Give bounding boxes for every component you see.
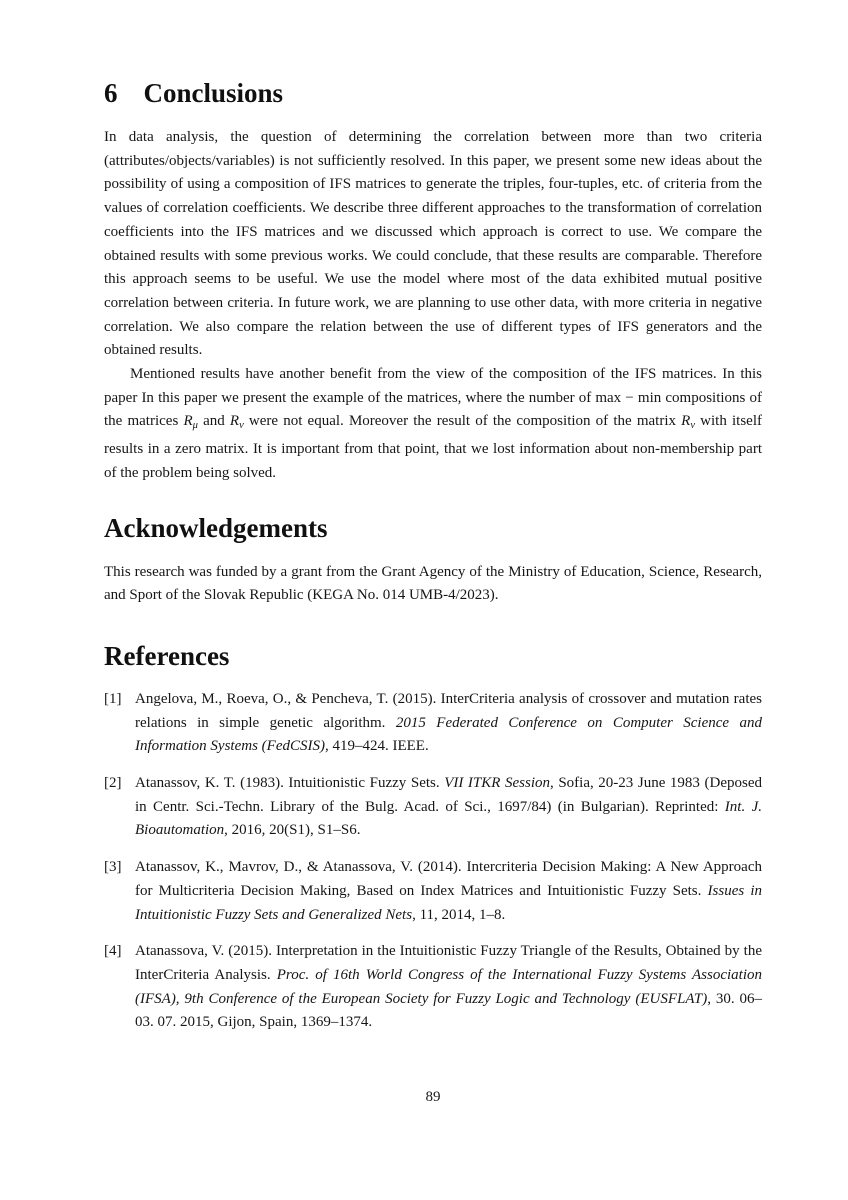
conclusions-paragraph-1: In data analysis, the question of determining the correlation between more than two criteria (attributes/objects/variables) is not sufficiently resolved. In this paper, we present some new ideas about the possibility of using a composition of IFS matrices to generate the triples, four-tuples, etc. of criteria from the values of correlation coefficients. We describe three different approaches to the transformation of correlation coefficients into the IFS matrices and we discussed which approach is correct to use. We compare the obtained results with some previous works. We could conclude, that these results are comparable. Therefore this approach seems to be useful. We use the model where most of the data exhibited mutual positive correlation between criteria. In future work, we are planning to use other data, with more criteria in negative correlation. We also compare the relation between the use of different types of IFS generators and the obtained results. — [104, 129, 762, 359]
text-segment: Int. J. Bioautomation — [135, 798, 762, 839]
text-segment: with itself results in a zero matrix. It is important from that point, that we lost information about non-membership part of the problem being solved. — [104, 413, 762, 481]
text-segment: , 11, 2014, 1–8. — [412, 906, 506, 923]
text-segment: Mentioned results have another benefit from the view of the composition of the IFS matrices. In this paper In this paper we present the example of the matrices, where the number of max − min compositions of the matrices — [104, 366, 762, 430]
reference-text-1 — [135, 688, 762, 759]
text-segment: Proc. of 16th World Congress of the International Fuzzy Systems Association (IFSA), 9th Conference of the European Society for Fuzzy Logic and Technology (EUSFLAT) — [135, 966, 762, 1007]
conclusions-section-number: 6 — [104, 78, 118, 108]
conclusions-heading — [104, 78, 762, 109]
reference-text-2 — [135, 772, 762, 843]
text-segment: R — [183, 413, 193, 430]
text-segment: 2015 Federated Conference on Computer Science and Information Systems (FedCSIS) — [135, 714, 762, 755]
text-segment: Atanassova, V. (2015). Interpretation in the Intuitionistic Fuzzy Triangle of the Results, Obtained by the InterCriteria Analysis. — [135, 943, 762, 983]
section-conclusions — [104, 78, 762, 486]
reference-item-3 — [104, 856, 762, 927]
reference-label-3: [3] — [104, 859, 122, 876]
reference-label-4: [4] — [104, 943, 122, 960]
text-segment: , Sofia, 20-23 June 1983 (Deposed in Centr. Sci.-Techn. Library of the Bulg. Acad. of Sci., 1697/84) (in Bulgarian). Reprinted: — [135, 775, 762, 815]
conclusions-paragraph-2 — [104, 363, 762, 486]
references-heading: References — [104, 640, 230, 671]
section-references — [104, 641, 762, 1035]
reference-item-4 — [104, 940, 762, 1035]
reference-label-1: [1] — [104, 690, 122, 707]
reference-text-4 — [135, 940, 762, 1035]
text-segment: μ — [192, 420, 198, 432]
acknowledgements-paragraph: This research was funded by a grant from the Grant Agency of the Ministry of Education, Science, Research, and Sport of the Slovak Republic (KEGA No. 014 UMB-4/2023). — [104, 563, 762, 604]
text-segment: , 30. 06–03. 07. 2015, Gijon, Spain, 1369–1374. — [135, 990, 762, 1031]
text-segment: ν — [690, 420, 695, 432]
reference-list — [104, 688, 762, 1035]
page-number: 89 — [425, 1089, 441, 1106]
text-segment: , 419–424. IEEE. — [324, 738, 429, 755]
text-segment: Angelova, M., Roeva, O., & Pencheva, T. (2015). InterCriteria analysis of crossover and mutation rates relations in simple genetic algorithm. — [135, 690, 762, 731]
text-segment: Issues in Intuitionistic Fuzzy Sets and Generalized Nets — [135, 882, 762, 923]
text-segment: and — [197, 413, 230, 430]
text-segment: R — [681, 413, 691, 430]
text-segment: R — [229, 413, 240, 430]
text-segment: Atanassov, K. T. (1983). Intuitionistic Fuzzy Sets. — [135, 775, 445, 792]
section-acknowledgements — [104, 513, 762, 608]
text-segment: ν — [239, 420, 244, 432]
page-footer — [104, 1089, 762, 1106]
reference-label-2: [2] — [104, 775, 122, 792]
text-segment: , 2016, 20(S1), S1–S6. — [224, 822, 361, 839]
reference-item-1 — [104, 688, 762, 759]
text-segment: were not equal. Moreover the result of the composition of the matrix — [243, 413, 682, 430]
reference-item-2 — [104, 772, 762, 843]
acknowledgements-heading: Acknowledgements — [104, 512, 328, 543]
conclusions-section-title: Conclusions — [143, 78, 284, 108]
text-segment: Atanassov, K., Mavrov, D., & Atanassova, V. (2014). Intercriteria Decision Making: A New Approach for Multicriteria Decision Making, Based on Index Matrices and Intuitionistic Fuzzy Sets. — [135, 859, 762, 899]
text-segment: VII ITKR Session — [444, 775, 550, 792]
reference-text-3 — [135, 856, 762, 927]
